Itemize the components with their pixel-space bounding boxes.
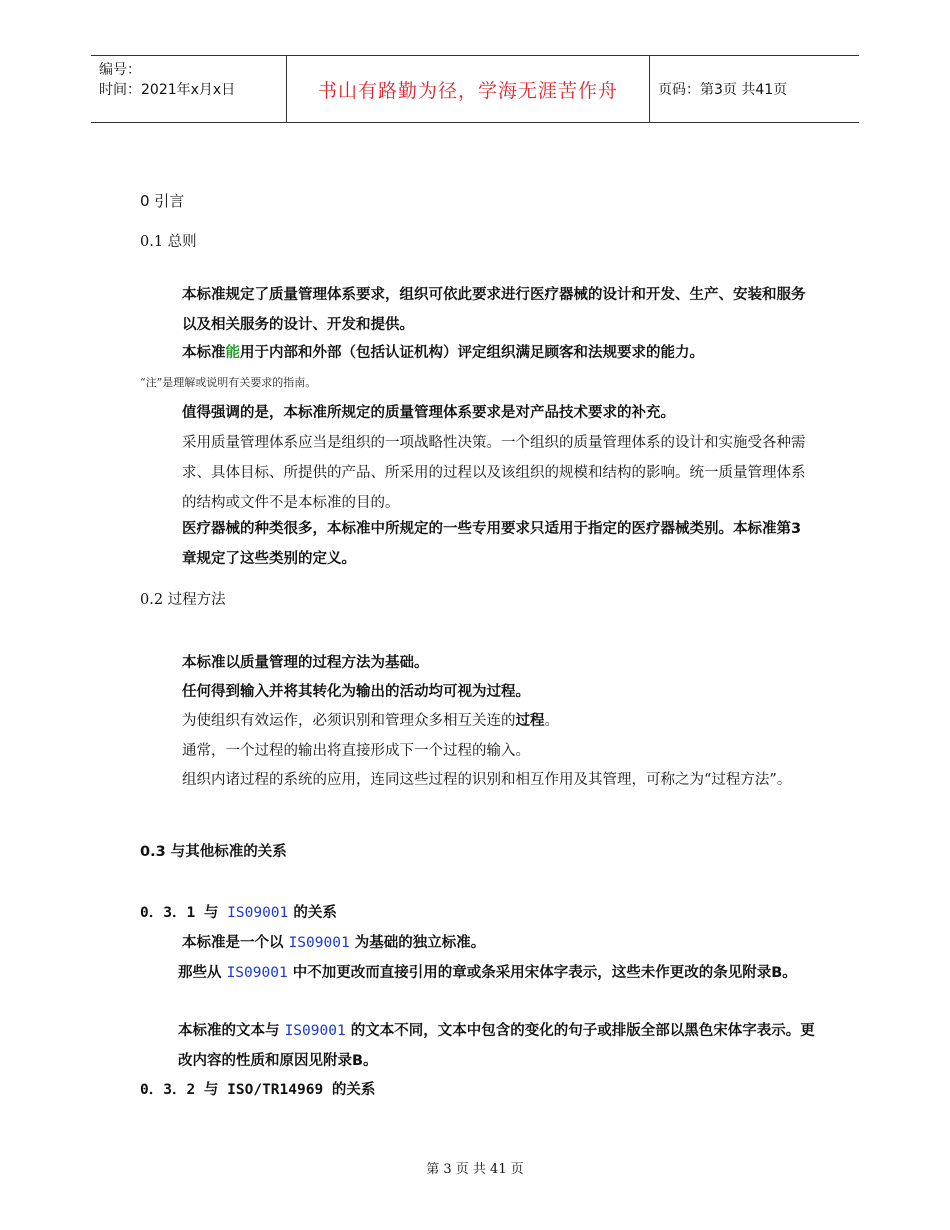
- page-footer: 第 3 页 共 41 页: [426, 1162, 524, 1177]
- text: 用于内部和外部（包括认证机构）评定组织满足顾客和法规要求的能力。: [240, 345, 704, 361]
- paragraph: 本标准规定了质量管理体系要求，组织可依此要求进行医疗器械的设计和开发、生产、安装和服务以及相关服务的设计、开发和提供。: [182, 287, 806, 333]
- subsection-title-0-3-2: [140, 1075, 815, 1105]
- note: “注”是理解或说明有关要求的指南。: [140, 376, 317, 389]
- number-label: 编号：: [99, 62, 141, 78]
- text: 的关系: [288, 905, 337, 921]
- text: 。: [544, 713, 559, 729]
- motto: 书山有路勤为径，学海无涯苦作舟: [317, 79, 618, 102]
- iso-ref: IS09001: [227, 905, 289, 921]
- text: 本标准是一个以: [182, 935, 289, 951]
- paragraph: 组织内诸过程的系统的应用，连同这些过程的识别和相互作用及其管理，可称之为“过程方法”。: [182, 772, 792, 788]
- subsection-title-0-2: 0.2 过程方法: [140, 592, 226, 608]
- page-info: 页码：第3页 共41页: [658, 82, 788, 98]
- highlight-text: 能: [225, 345, 240, 361]
- paragraph: 通常，一个过程的输出将直接形成下一个过程的输入。: [182, 743, 530, 759]
- paragraph: [140, 928, 815, 958]
- text: 0．3．2 与 ISO/TR14969 的关系: [140, 1082, 376, 1098]
- paragraph: [140, 706, 815, 736]
- paragraph: 值得强调的是，本标准所规定的质量管理体系要求是对产品技术要求的补充。: [182, 405, 675, 421]
- paragraph: 任何得到输入并将其转化为输出的活动均可视为过程。: [182, 684, 530, 700]
- subsection-title-0-1: 0.1 总则: [140, 234, 197, 250]
- paragraph: 采用质量管理体系应当是组织的一项战略性决策。一个组织的质量管理体系的设计和实施受各种需求、具体目标、所提供的产品、所采用的过程以及该组织的规模和结构的影响。统一质量管理体系的结构或文件不是本标准的目的。: [182, 435, 806, 511]
- section-title: 0 引言: [140, 192, 185, 210]
- paragraph: [140, 1016, 815, 1076]
- bold-text: 过程: [515, 713, 545, 729]
- text: 的文本不同，文本中包含的变化的句子或排版全部以黑色宋体字表示。更改内容的性质和原因见附录B。: [178, 1023, 815, 1069]
- header-motto-cell: [287, 56, 650, 122]
- paragraph: [140, 958, 815, 988]
- header-meta: [91, 56, 287, 122]
- time-label: 时间：2021年x月x日: [99, 82, 236, 98]
- subsection-title-0-3-1: [140, 898, 815, 928]
- iso-ref: IS09001: [284, 1023, 346, 1039]
- page-header: [91, 55, 859, 123]
- text: 本标准: [182, 345, 226, 361]
- paragraph: 本标准以质量管理的过程方法为基础。: [182, 655, 429, 671]
- header-page-info: [650, 56, 859, 122]
- subsection-title-0-3: 0.3 与其他标准的关系: [140, 844, 287, 860]
- text: 0．3．1 与: [140, 905, 228, 921]
- iso-ref: IS09001: [226, 965, 288, 981]
- text: 本标准的文本与: [178, 1023, 285, 1039]
- text: 中不加更改而直接引用的章或条采用宋体字表示，这些未作更改的条见附录B。: [287, 965, 797, 981]
- text: 为使组织有效运作，必须识别和管理众多相互关连的: [182, 713, 516, 729]
- paragraph: [140, 338, 815, 368]
- text: 为基础的独立标准。: [349, 935, 486, 951]
- text: 那些从: [178, 965, 227, 981]
- iso-ref: IS09001: [288, 935, 350, 951]
- paragraph: 医疗器械的种类很多，本标准中所规定的一些专用要求只适用于指定的医疗器械类别。本标准第3章规定了这些类别的定义。: [182, 521, 802, 567]
